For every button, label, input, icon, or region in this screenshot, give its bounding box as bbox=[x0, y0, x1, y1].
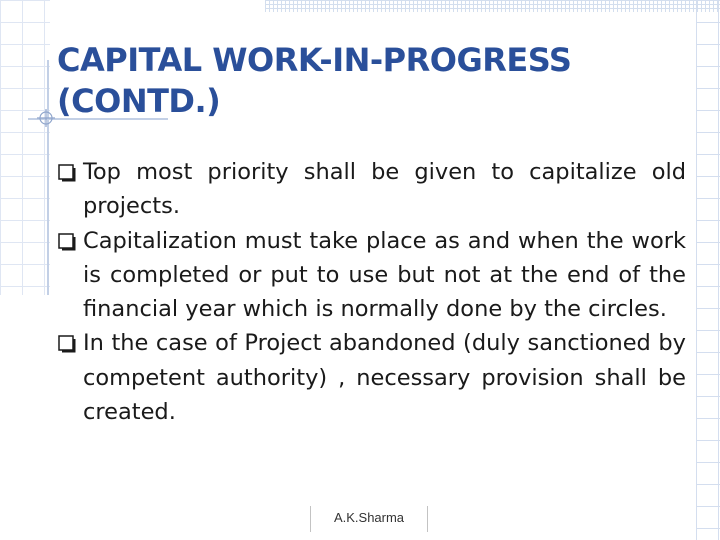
decorative-grid-right bbox=[696, 0, 720, 540]
footer-author: A.K.Sharma bbox=[310, 506, 428, 532]
decorative-grid-left bbox=[0, 0, 50, 295]
checkbox-square-bullet-icon bbox=[58, 164, 76, 182]
slide-title: CAPITAL WORK-IN-PROGRESS (CONTD.) bbox=[57, 41, 572, 120]
bullet-text: Top most priority shall be given to capitalize old projects. bbox=[83, 159, 686, 220]
bullet-list bbox=[58, 155, 686, 429]
decorative-vertical-line bbox=[47, 60, 49, 295]
bullet-item bbox=[58, 326, 686, 429]
checkbox-square-bullet-icon bbox=[58, 233, 76, 251]
checkbox-square-bullet-icon bbox=[58, 335, 76, 353]
decorative-grid-top bbox=[265, 0, 720, 12]
bullet-item bbox=[58, 224, 686, 327]
crosshair-icon bbox=[37, 109, 55, 127]
bullet-text: Capitalization must take place as and when the work is completed or put to use but not at the end of the financial year which is normally done by the circles. bbox=[83, 227, 686, 323]
bullet-text: In the case of Project abandoned (duly sanctioned by competent authority) , necessary provision shall be created. bbox=[83, 330, 686, 426]
bullet-item bbox=[58, 155, 686, 224]
